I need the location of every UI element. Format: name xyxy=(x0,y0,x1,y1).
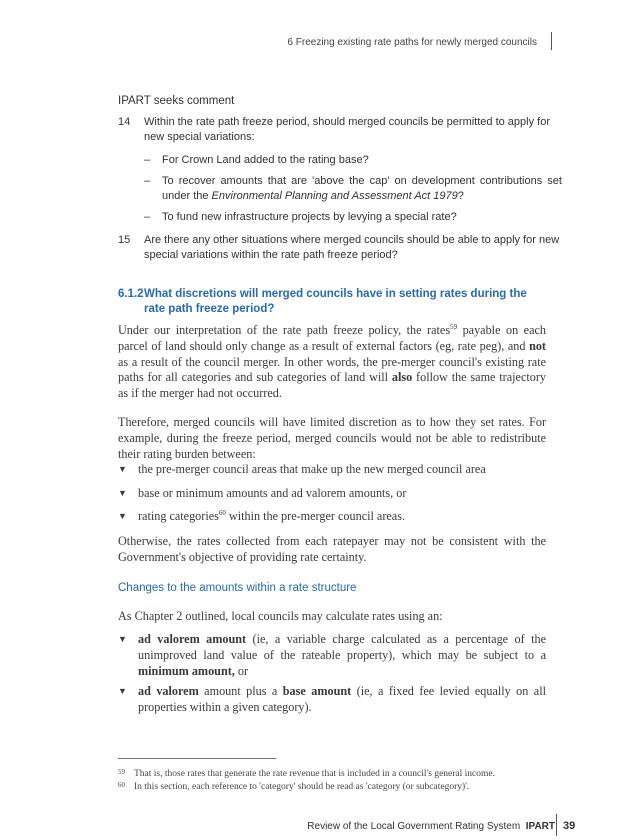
bullet-text xyxy=(138,684,546,716)
subheading: Changes to the amounts within a rate structure xyxy=(118,582,357,594)
report-title: Review of the Local Government Rating System xyxy=(307,821,521,832)
text-run: payable on each parcel of land should only change as a result of external factors (eg, rate peg), and xyxy=(118,323,547,353)
bullet-marker: ▼ xyxy=(118,464,127,474)
bullet-marker: ▼ xyxy=(118,511,127,521)
dash-marker: – xyxy=(144,175,151,187)
org-name: IPART xyxy=(525,821,555,832)
question-14 xyxy=(118,115,564,147)
sub-question-text xyxy=(162,174,562,204)
section-number: 6.1.2 xyxy=(118,288,144,300)
section-title: What discretions will merged councils have in setting rates during the rate path freeze period? xyxy=(144,288,527,315)
dash-marker: – xyxy=(144,211,151,223)
paragraph-3: Otherwise, the rates collected from each ratepayer may not be consistent with the Government's objective of providing rate certainty. xyxy=(118,534,546,564)
seeks-comment-heading: IPART seeks comment xyxy=(118,95,235,107)
text-run: Under our interpretation of the rate path freeze policy, the rates xyxy=(118,323,451,337)
question-number: 15 xyxy=(118,234,131,246)
question-14-sub-2 xyxy=(144,174,564,206)
footer-divider xyxy=(556,814,557,836)
text-run: within the pre-merger council areas. xyxy=(225,509,406,523)
text-run: (ie, a variable charge calculated as a percentage of the unimproved land value of the rateable property), which may be subject to a xyxy=(138,632,546,662)
footnote-number: 59 xyxy=(118,768,125,776)
dash-marker: – xyxy=(144,154,151,166)
running-footer xyxy=(307,821,555,832)
text-run: as a result of the council merger. In other words, the pre-merger council's existing rate paths for all categories and sub categories of land will xyxy=(118,354,546,385)
question-15 xyxy=(118,233,564,265)
bullet-item xyxy=(118,462,546,478)
bullet-text: the pre-merger council areas that make up the new merged council area xyxy=(138,462,486,476)
footnote xyxy=(118,768,558,780)
term: ad valorem amount xyxy=(138,632,247,646)
bullet-marker: ▼ xyxy=(118,488,127,498)
paragraph-1 xyxy=(118,323,546,402)
question-text: Within the rate path freeze period, should merged councils be permitted to apply for new special variations: xyxy=(144,116,551,143)
footnote-text: That is, those rates that generate the rate revenue that is included in a council's general income. xyxy=(134,769,495,779)
question-text: Are there any other situations where merged councils should be able to apply for new special variations within the rate path freeze period? xyxy=(144,234,560,261)
sub-question-text: For Crown Land added to the rating base? xyxy=(162,154,369,166)
section-heading xyxy=(118,287,558,319)
term: ad valorem xyxy=(138,684,199,698)
question-number: 14 xyxy=(118,116,131,128)
bullet-marker: ▼ xyxy=(118,686,127,696)
bullet-item xyxy=(118,632,546,680)
sub-question-text-part: To recover amounts that are 'above the cap' on development contributions set under the xyxy=(162,175,562,202)
bullet-marker: ▼ xyxy=(118,634,127,644)
emphasis: also xyxy=(391,370,413,385)
sub-question-text: To fund new infrastructure projects by levying a special rate? xyxy=(162,211,457,223)
bullet-text xyxy=(138,632,546,679)
text-run: (ie, a fixed fee levied equally on all properties within a given category). xyxy=(138,684,546,714)
footnote-ref[interactable]: 59 xyxy=(450,322,458,331)
footnote-ref[interactable]: 60 xyxy=(218,508,226,517)
text-run: follow the same trajectory as if the merger had not occurred. xyxy=(118,370,546,401)
bullet-item xyxy=(118,509,546,525)
footnote-number: 60 xyxy=(118,781,125,789)
text-run: or xyxy=(234,663,249,678)
bullet-item xyxy=(118,684,546,716)
term: minimum amount, xyxy=(138,663,235,678)
paragraph-4: As Chapter 2 outlined, local councils may calculate rates using an: xyxy=(118,609,443,623)
page-number: 39 xyxy=(563,820,576,832)
bullet-text xyxy=(138,509,546,525)
sub-question-end: ? xyxy=(457,190,464,202)
act-title: Environmental Planning and Assessment Act 1979 xyxy=(211,190,458,202)
footnote xyxy=(118,781,558,793)
text-run: rating categories xyxy=(138,509,219,523)
header-divider xyxy=(551,32,552,50)
emphasis: not xyxy=(529,338,546,353)
text-run: amount plus a xyxy=(198,684,283,698)
term: base amount xyxy=(282,684,352,698)
footnote-text: In this section, each reference to 'category' should be read as 'category (or subcategory)'. xyxy=(134,782,470,792)
paragraph-2: Therefore, merged councils will have limited discretion as to how they set rates. For example, during the freeze period, merged councils would not be able to redistribute their rating burden between: xyxy=(118,415,546,461)
bullet-item xyxy=(118,486,546,502)
bullet-text: base or minimum amounts and ad valorem amounts, or xyxy=(138,486,407,500)
running-header: 6 Freezing existing rate paths for newly merged councils xyxy=(287,37,537,48)
footnote-rule xyxy=(118,758,276,759)
